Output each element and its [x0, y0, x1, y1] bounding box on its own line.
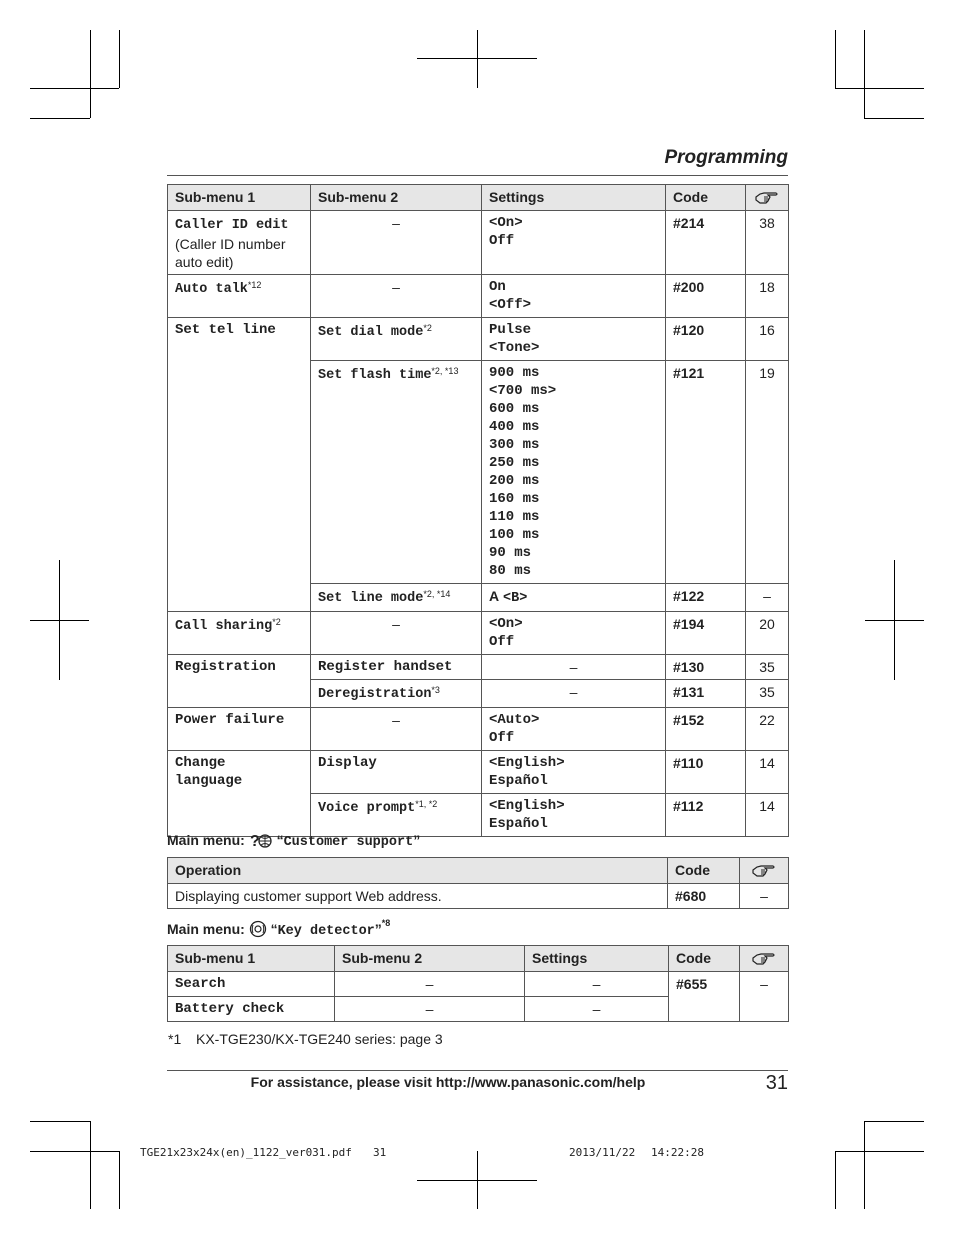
- key-detector-table: [167, 945, 789, 1022]
- table-row: [168, 275, 789, 318]
- settings-cell: –: [525, 972, 669, 997]
- setting-value: <Tone>: [489, 340, 540, 356]
- page-title: Programming: [664, 147, 788, 168]
- main-menu-key-detector: Main menu: “Key detector”$^{*8}$: [167, 918, 391, 939]
- setting-value: 200 ms: [489, 473, 540, 489]
- setting-value: <English>: [489, 755, 565, 771]
- main-menu-label: Main menu:: [167, 832, 245, 848]
- setting-value: A: [489, 588, 500, 604]
- sub-menu-set-line-mode: Set line mode: [318, 591, 424, 606]
- sub-menu-set-dial-mode: Set dial mode: [318, 325, 424, 340]
- footnote: [168, 1031, 443, 1047]
- sub-menu-2-cell: –: [311, 612, 482, 655]
- key-detector-menu-name: Key detector: [277, 924, 375, 939]
- sub-menu-registration: Registration: [168, 655, 311, 708]
- setting-value: Off: [489, 730, 515, 746]
- table-row: [168, 751, 789, 794]
- footnote-ref: *2, *13: [431, 366, 459, 376]
- col-header-settings: Settings: [525, 946, 669, 972]
- setting-value: On: [489, 279, 506, 295]
- code-cell: #214: [666, 211, 746, 275]
- print-file-name: TGE21x23x24x(en)_1122_ver031.pdf: [140, 1146, 352, 1159]
- footer-rule: [167, 1070, 788, 1071]
- customer-support-menu-name: Customer support: [283, 835, 414, 850]
- sub-menu-voice-prompt: Voice prompt: [318, 801, 416, 816]
- setting-value: 110 ms: [489, 509, 540, 525]
- setting-value: Español: [489, 816, 548, 832]
- setting-value: <Off>: [489, 297, 532, 313]
- col-header-code: Code: [666, 185, 746, 211]
- setting-value: <700 ms>: [489, 383, 557, 399]
- settings-cell: –: [482, 655, 666, 680]
- setting-value: Off: [489, 233, 515, 249]
- page-ref-cell: –: [740, 972, 789, 1022]
- col-header-code: Code: [668, 858, 740, 884]
- setting-value: Pulse: [489, 322, 532, 338]
- sub-menu-2-cell: –: [335, 972, 525, 997]
- page-ref-cell: 38: [746, 211, 789, 275]
- sub-menu-display: Display: [311, 751, 482, 794]
- sub-menu-2-cell: –: [311, 211, 482, 275]
- sub-menu-auto-talk: Auto talk: [175, 282, 248, 297]
- print-date: 2013/11/22: [569, 1146, 636, 1159]
- col-header-sub-menu-1: Sub-menu 1: [168, 946, 335, 972]
- page-ref-cell: 20: [746, 612, 789, 655]
- assistance-text: For assistance, please visit http://www.panasonic.com/help: [250, 1074, 646, 1090]
- sub-menu-search: Search: [168, 972, 335, 997]
- main-menu-customer-support: Main menu: ? “Customer support”: [167, 832, 421, 850]
- sub-menu-register-handset: Register handset: [311, 655, 482, 680]
- col-header-page-ref: [740, 858, 789, 884]
- page-ref-cell: 14: [746, 751, 789, 794]
- setting-value: 100 ms: [489, 527, 540, 543]
- code-cell: #131: [666, 680, 746, 708]
- sub-menu-battery-check: Battery check: [168, 997, 335, 1022]
- page-ref-cell: 14: [746, 794, 789, 837]
- setting-value: 250 ms: [489, 455, 540, 471]
- footnote-ref: *3: [431, 685, 440, 695]
- setting-value: Español: [489, 773, 548, 789]
- print-page: 31: [373, 1146, 387, 1159]
- col-header-page-ref: [746, 185, 789, 211]
- key-detector-icon: [249, 920, 267, 938]
- setting-value: 600 ms: [489, 401, 540, 417]
- customer-support-icon: [249, 831, 273, 849]
- code-cell: #680: [668, 884, 740, 909]
- footnote-ref: *2: [272, 617, 281, 627]
- code-cell: #122: [666, 584, 746, 612]
- setting-value: 300 ms: [489, 437, 540, 453]
- sub-menu-set-tel-line: Set tel line: [168, 318, 311, 612]
- setting-value: 400 ms: [489, 419, 540, 435]
- col-header-sub-menu-2: Sub-menu 2: [335, 946, 525, 972]
- table-row: [168, 972, 789, 997]
- footnote-ref: *12: [247, 280, 262, 290]
- col-header-sub-menu-1: Sub-menu 1: [168, 185, 311, 211]
- page-ref-cell: 16: [746, 318, 789, 361]
- page-ref-cell: 35: [746, 680, 789, 708]
- page-ref-cell: 35: [746, 655, 789, 680]
- pointing-hand-icon: [752, 861, 776, 877]
- table-row: [168, 884, 789, 909]
- table-header-row: [168, 185, 789, 211]
- setting-value: 160 ms: [489, 491, 540, 507]
- page-ref-cell: –: [740, 884, 789, 909]
- svg-text:?: ?: [249, 833, 260, 849]
- col-header-sub-menu-2: Sub-menu 2: [311, 185, 482, 211]
- setting-value: 90 ms: [489, 545, 532, 561]
- page-ref-cell: 19: [746, 361, 789, 584]
- operation-cell: Displaying customer support Web address.: [168, 884, 668, 909]
- setting-value: <English>: [489, 798, 565, 814]
- code-cell: #120: [666, 318, 746, 361]
- setting-value: <On>: [489, 616, 523, 632]
- footnote-ref: *1, *2: [415, 799, 438, 809]
- table-row: [168, 655, 789, 680]
- table-header-row: [168, 858, 789, 884]
- footnote-number: *1: [168, 1031, 182, 1047]
- setting-value: <On>: [489, 215, 523, 231]
- code-cell: #130: [666, 655, 746, 680]
- footnote-ref: *8: [381, 918, 391, 928]
- table-row: [168, 612, 789, 655]
- table-row: [168, 708, 789, 751]
- settings-cell: –: [525, 997, 669, 1022]
- setting-value: 80 ms: [489, 563, 532, 579]
- sub-menu-change-language: Change language: [168, 751, 311, 837]
- page-ref-cell: –: [746, 584, 789, 612]
- sub-menu-set-flash-time: Set flash time: [318, 368, 432, 383]
- code-cell: #110: [666, 751, 746, 794]
- settings-cell: –: [482, 680, 666, 708]
- sub-menu-deregistration: Deregistration: [318, 687, 432, 702]
- pointing-hand-icon: [755, 188, 779, 204]
- footnote-text: KX-TGE230/KX-TGE240 series: page 3: [196, 1031, 443, 1047]
- code-cell: #121: [666, 361, 746, 584]
- caller-id-edit-description: (Caller ID number auto edit): [175, 236, 286, 270]
- table-row: [168, 318, 789, 361]
- footnote-ref: *2: [423, 323, 432, 333]
- header-rule: [167, 175, 788, 176]
- sub-menu-2-cell: –: [311, 275, 482, 318]
- sub-menu-call-sharing: Call sharing: [175, 619, 273, 634]
- code-cell: #194: [666, 612, 746, 655]
- setting-value: 900 ms: [489, 365, 540, 381]
- pointing-hand-icon: [752, 949, 776, 965]
- code-cell: #200: [666, 275, 746, 318]
- setting-value: Off: [489, 634, 515, 650]
- sub-menu-caller-id-edit: Caller ID edit: [175, 218, 289, 233]
- setting-value: <B>: [503, 591, 528, 606]
- col-header-page-ref: [740, 946, 789, 972]
- customer-support-table: [167, 857, 789, 909]
- col-header-settings: Settings: [482, 185, 666, 211]
- page-number: 31: [765, 1072, 788, 1094]
- code-cell: #655: [669, 972, 740, 1022]
- sub-menu-2-cell: –: [335, 997, 525, 1022]
- print-time: 14:22:28: [651, 1146, 704, 1159]
- code-cell: #152: [666, 708, 746, 751]
- col-header-operation: Operation: [168, 858, 668, 884]
- col-header-code: Code: [669, 946, 740, 972]
- settings-table: [167, 184, 789, 837]
- setting-value: <Auto>: [489, 712, 540, 728]
- footnote-ref: *2, *14: [423, 589, 451, 599]
- page-ref-cell: 18: [746, 275, 789, 318]
- sub-menu-2-cell: –: [311, 708, 482, 751]
- table-header-row: [168, 946, 789, 972]
- code-cell: #112: [666, 794, 746, 837]
- sub-menu-power-failure: Power failure: [168, 708, 311, 751]
- table-row: [168, 211, 789, 275]
- page-ref-cell: 22: [746, 708, 789, 751]
- main-menu-label: Main menu:: [167, 921, 245, 937]
